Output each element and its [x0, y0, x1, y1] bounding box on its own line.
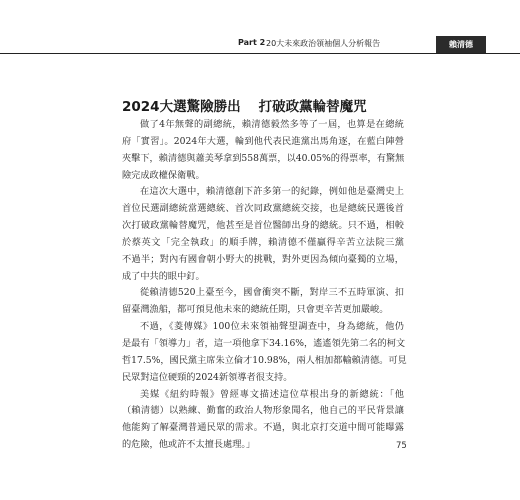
body-line: 從賴清德520上臺至今，國會衝突不斷，對岸三不五時軍演、扣 [140, 287, 404, 299]
running-head-rule [0, 53, 520, 54]
body-line: 府「實習」。2024年大選，輪到他代表民進黨出馬角逐，在藍白陣營 [122, 135, 404, 147]
running-head-name-tag: 賴清德 [436, 36, 486, 53]
body-line: 他能夠了解臺灣普通民眾的需求。不過，與北京打交道中間可能曝露 [122, 422, 404, 434]
body-line: 首位民選副總統當選總統、首次同政黨總統交接，也是總統民選後首 [122, 203, 404, 215]
body-line: 成了中共的眼中釘。 [122, 270, 205, 282]
body-line: 民眾對這位硬頸的2024新領導者很支持。 [122, 371, 293, 383]
body-line: 不過，《菱傳媒》100位未來領袖聲望調查中，身為總統，他仍 [140, 321, 404, 333]
body-line: 險完成政權保衛戰。 [122, 169, 205, 181]
body-line: 在這次大選中，賴清德創下許多第一的紀錄，例如他是臺灣史上 [140, 186, 404, 198]
section-heading [122, 95, 367, 115]
body-line: 不過半；對內有國會朝小野大的挑戰，對外更因為傾向臺獨的立場， [122, 253, 404, 265]
body-line: 夾擊下，賴清德與蕭美琴拿到558萬票，以40.05%的得票率，有驚無 [122, 152, 405, 164]
running-head-title: 20大未來政治領袖個人分析報告 [266, 39, 381, 48]
body-line: 做了4年無聲的副總統，賴清德毅然多等了一屆，也算是在總統 [140, 119, 404, 130]
body-text [122, 117, 407, 454]
running-head-part: Part 2 [238, 38, 266, 47]
body-line: 次打破政黨輪替魔咒，他甚至是首位醫師出身的總統。只不過，相較 [122, 220, 404, 232]
body-line: 哲17.5%，國民黨主席朱立倫才10.98%，兩人相加都輸賴清德。可見 [122, 354, 407, 366]
running-head [0, 36, 520, 54]
body-line: 留臺灣漁船，都可預見他未來的總統任期，只會更辛苦更加嚴峻。 [122, 304, 389, 316]
body-line: 是最有「領導力」者，這一項他拿下34.16%，遙遙領先第二名的柯文 [122, 337, 406, 349]
body-line: 於蔡英文「完全執政」的順手牌，賴清德不僅贏得辛苦立法院三黨 [122, 236, 404, 248]
body-line: 美媒《紐約時報》曾經專文描述這位草根出身的新總統：「他 [140, 388, 404, 400]
page-number: 75 [396, 441, 407, 451]
body-line: 的危險，他或許不太擅長處理。」 [122, 439, 256, 451]
section-heading-part2: 打破政黨輪替魔咒 [258, 99, 367, 115]
body-line: （賴清德）以熟練、勤奮的政治人物形象聞名，他自己的平民背景讓 [122, 405, 404, 417]
section-heading-part1: 2024大選驚險勝出 [122, 99, 241, 115]
